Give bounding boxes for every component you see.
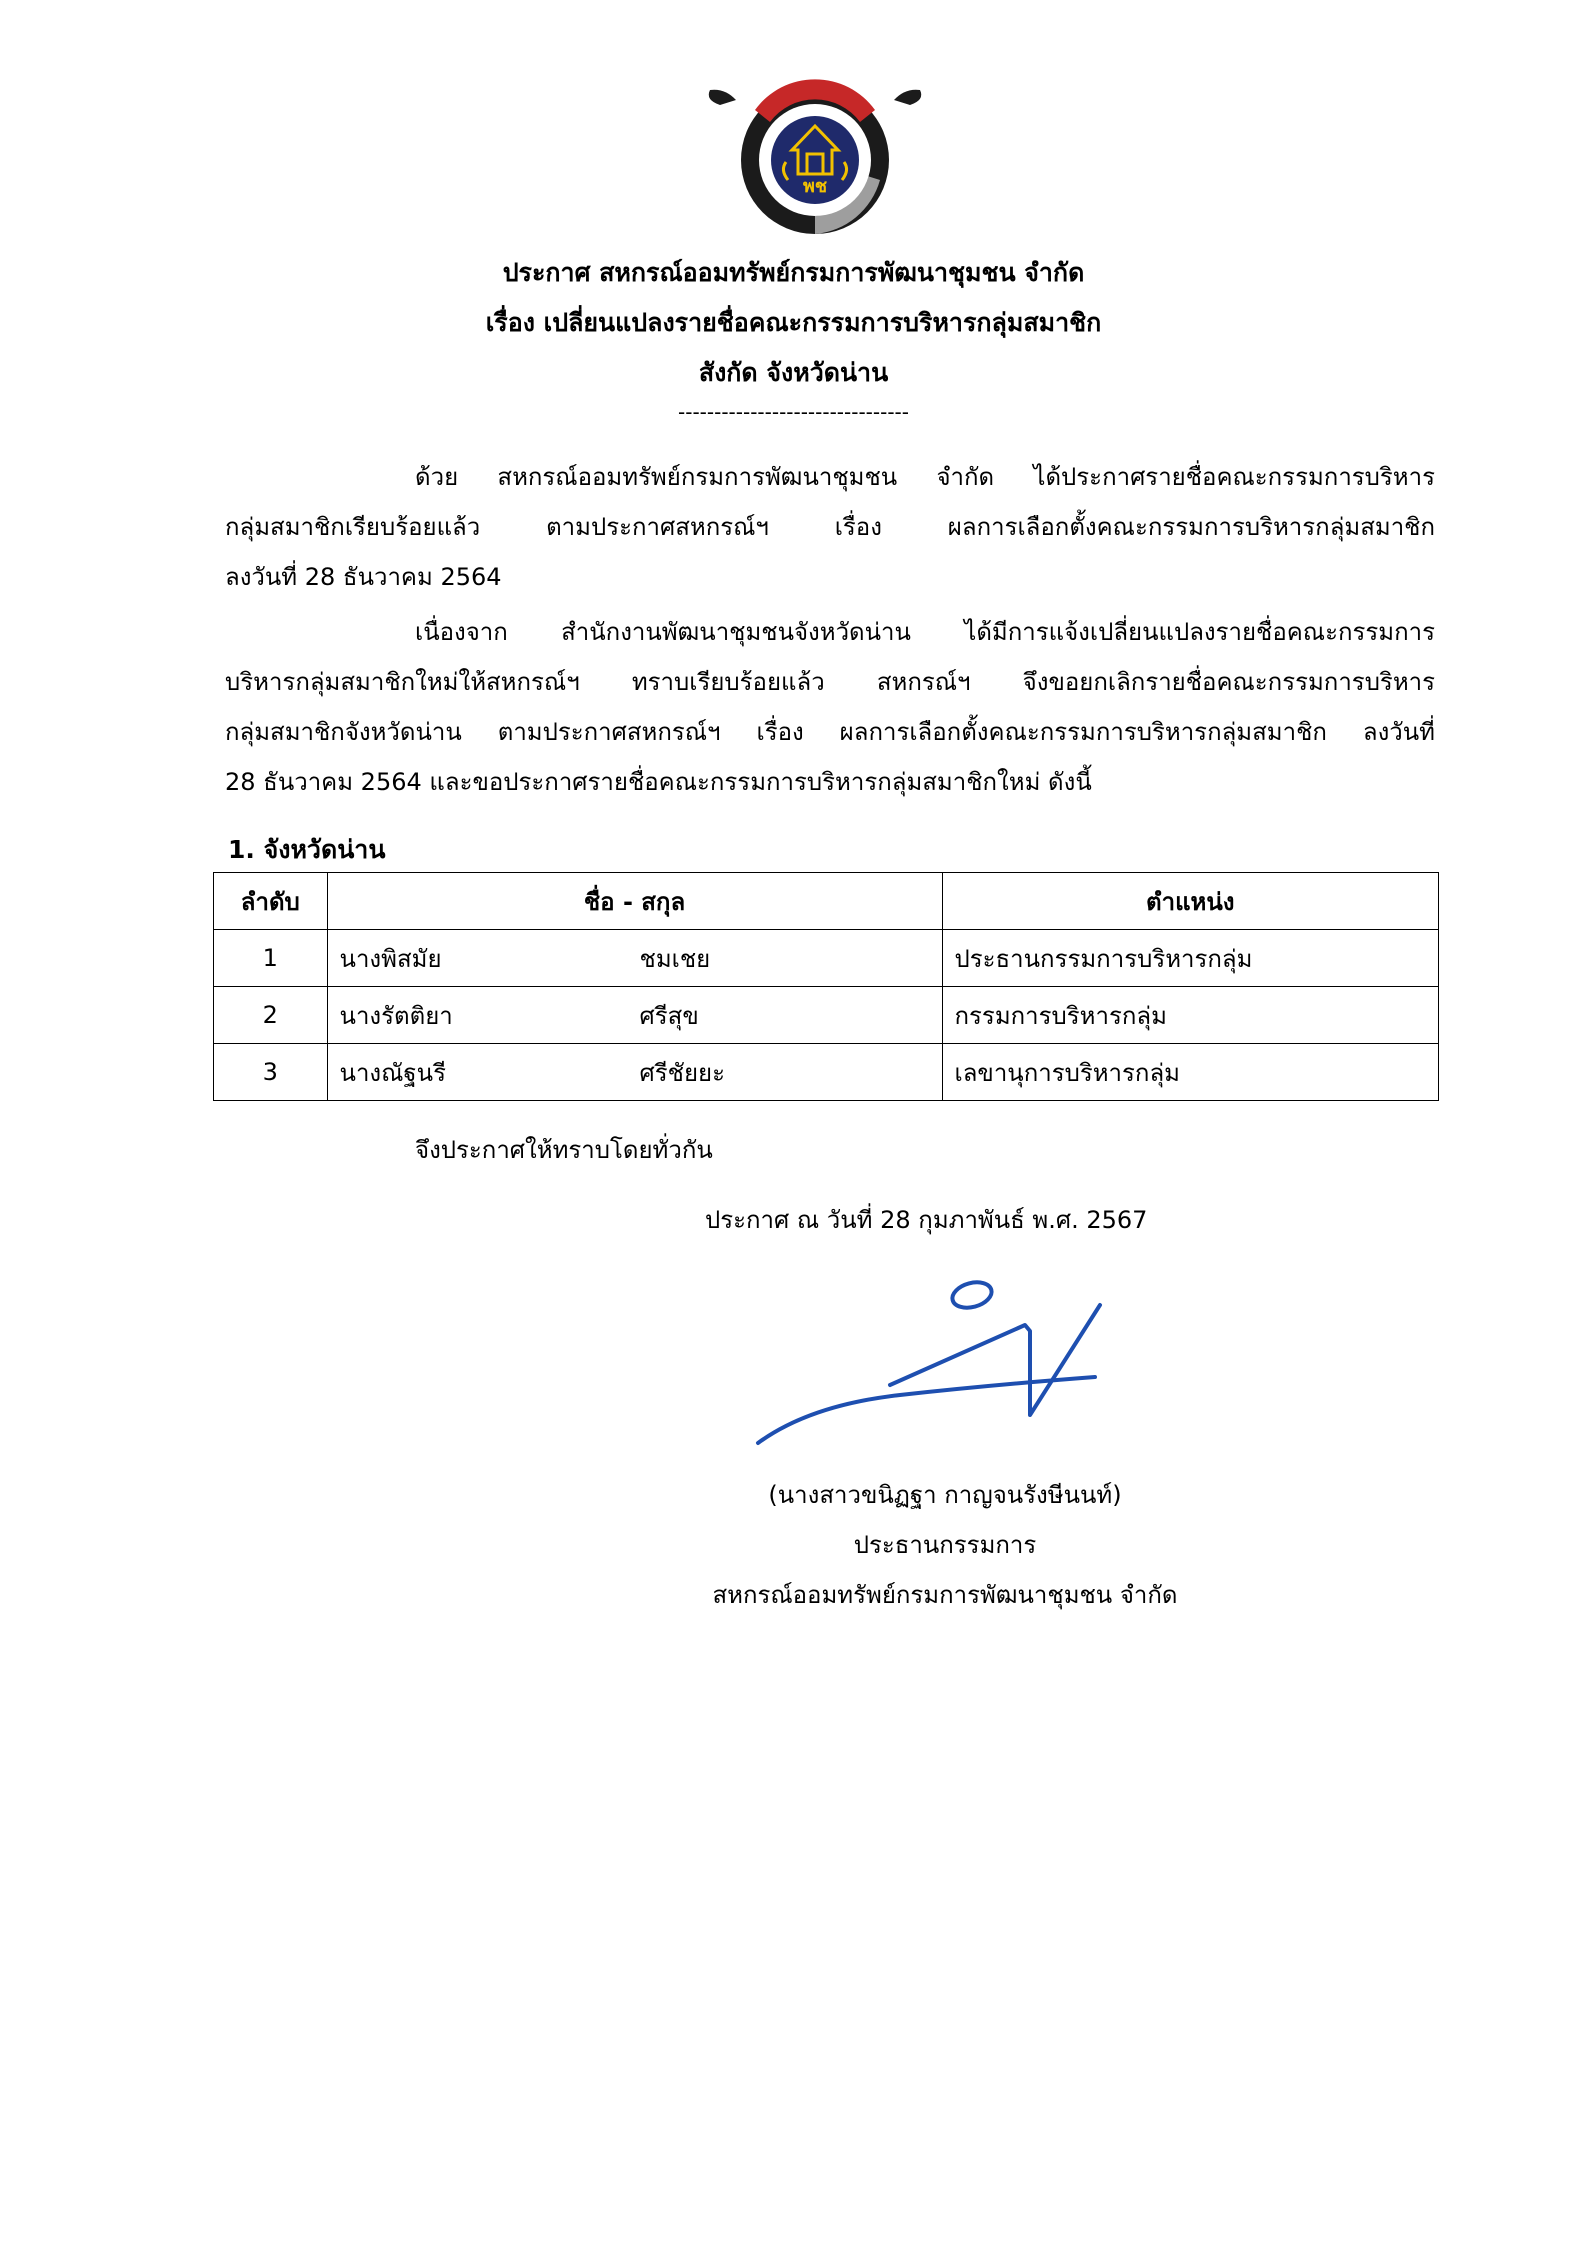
row-last-name: ศรีสุข: [639, 1001, 699, 1030]
row-number: 1: [214, 930, 328, 987]
row-full-name: [327, 1044, 942, 1101]
row-position: ประธานกรรมการบริหารกลุ่ม: [942, 930, 1439, 987]
logo-emblem-text: พช: [802, 176, 828, 197]
column-header-position: ตำแหน่ง: [942, 873, 1439, 930]
row-last-name: ศรีชัยยะ: [639, 1058, 725, 1087]
table-row: [214, 930, 1439, 987]
closing-statement: จึงประกาศให้ทราบโดยทั่วกัน: [415, 1136, 713, 1164]
row-first-name: นางรัตติยา: [339, 1001, 453, 1030]
title-line-2: เรื่อง เปลี่ยนแปลงรายชื่อคณะกรรมการบริหารกลุ่มสมาชิก: [485, 308, 1102, 337]
row-number: 2: [214, 987, 328, 1044]
cooperative-seal-icon: [700, 70, 930, 240]
paragraph-1-line-2: กลุ่มสมาชิกเรียบร้อยแล้ว ตามประกาศสหกรณ์ฯ เรื่อง ผลการเลือกตั้งคณะกรรมการบริหารกลุ่มสมาชิก: [225, 513, 1435, 541]
section-heading: 1. จังหวัดน่าน: [228, 835, 386, 864]
paragraph-2: [225, 607, 1435, 807]
signer-block: [600, 1470, 1290, 1620]
handwritten-signature-icon: [750, 1265, 1120, 1450]
table-row: [214, 1044, 1439, 1101]
paragraph-1-line-3: ลงวันที่ 28 ธันวาคม 2564: [225, 563, 502, 591]
announcement-date: ประกาศ ณ วันที่ 28 กุมภาพันธ์ พ.ศ. 2567: [705, 1206, 1148, 1234]
row-full-name: [327, 987, 942, 1044]
title-divider: --------------------------------: [678, 400, 909, 424]
row-position: เลขานุการบริหารกลุ่ม: [942, 1044, 1439, 1101]
row-last-name: ชมเชย: [639, 944, 711, 973]
paragraph-2-line-3: กลุ่มสมาชิกจังหวัดน่าน ตามประกาศสหกรณ์ฯ เรื่อง ผลการเลือกตั้งคณะกรรมการบริหารกลุ่มสมาชิก ลงวันที่: [225, 718, 1435, 746]
table-header-row: [214, 873, 1439, 930]
row-first-name: นางพิสมัย: [339, 944, 442, 973]
column-header-name: ชื่อ - สกุล: [327, 873, 942, 930]
signer-name: (นางสาวขนิฏฐา กาญจนรังษีนนท์): [768, 1481, 1122, 1509]
row-position: กรรมการบริหารกลุ่ม: [942, 987, 1439, 1044]
title-line-3: สังกัด จังหวัดน่าน: [698, 358, 889, 387]
column-header-no: ลำดับ: [214, 873, 328, 930]
row-number: 3: [214, 1044, 328, 1101]
title-line-1: ประกาศ สหกรณ์ออมทรัพย์กรมการพัฒนาชุมชน จำกัด: [502, 258, 1085, 287]
announcement-title: [0, 248, 1587, 398]
signer-organization: สหกรณ์ออมทรัพย์กรมการพัฒนาชุมชน จำกัด: [712, 1581, 1178, 1609]
paragraph-1: [225, 452, 1435, 602]
committee-table: [213, 872, 1439, 1101]
signer-title: ประธานกรรมการ: [853, 1531, 1037, 1559]
paragraph-1-line-1: ด้วย สหกรณ์ออมทรัพย์กรมการพัฒนาชุมชน จำกัด ได้ประกาศรายชื่อคณะกรรมการบริหาร: [415, 463, 1435, 491]
row-first-name: นางณัฐนรี: [339, 1058, 446, 1087]
table-row: [214, 987, 1439, 1044]
paragraph-2-line-2: บริหารกลุ่มสมาชิกใหม่ให้สหกรณ์ฯ ทราบเรียบร้อยแล้ว สหกรณ์ฯ จึงขอยกเลิกรายชื่อคณะกรรมการบริหาร: [225, 668, 1435, 696]
paragraph-2-line-4: 28 ธันวาคม 2564 และขอประกาศรายชื่อคณะกรรมการบริหารกลุ่มสมาชิกใหม่ ดังนี้: [225, 768, 1092, 796]
row-full-name: [327, 930, 942, 987]
paragraph-2-line-1: เนื่องจาก สำนักงานพัฒนาชุมชนจังหวัดน่าน ได้มีการแจ้งเปลี่ยนแปลงรายชื่อคณะกรรมการ: [415, 618, 1435, 646]
